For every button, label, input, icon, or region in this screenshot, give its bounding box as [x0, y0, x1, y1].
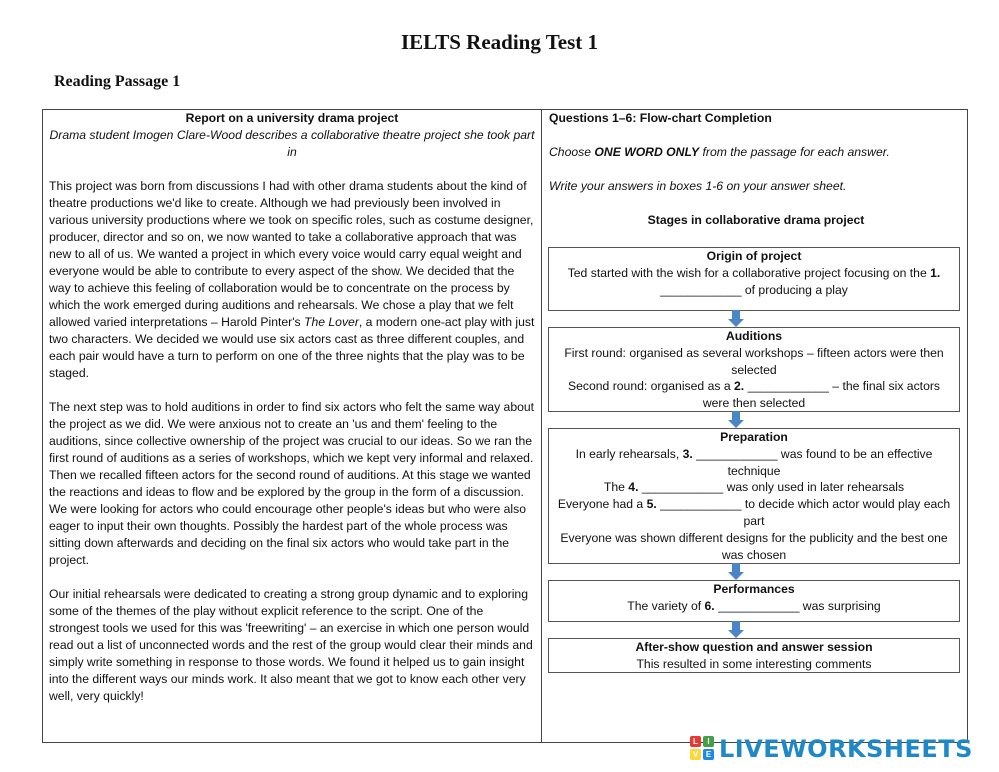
text: was only used in later rehearsals [723, 480, 905, 495]
text: The variety of [627, 598, 705, 613]
answer-blank-4[interactable]: ____________ [641, 480, 724, 495]
instruction-emphasis: ONE WORD ONLY [594, 145, 700, 159]
paragraph-text: This project was born from discussions I had with other drama students about the kind of theatre productions we'd like to create. Although we had previously been involved in various university productions where we took on specific roles, such as costume designer, producer, director and so on, we now wanted to take a collaborative approach that was new to all of us. We wanted a project in which every voice would carry equal weight and everyone would be able to contribute to every aspect of the show. We decided that the way to achieve this feeling of collaboration would be to concentrate on the process by which the work emerged during auditions and rehearsals. We chose a play that we felt allowed varied interpretations – Harold Pinter's [49, 179, 534, 329]
question-number-4: 4. [628, 480, 639, 495]
text: Ted started with the wish for a collaborative project focusing on the [567, 265, 931, 280]
question-number-6: 6. [704, 598, 715, 613]
stage-aftershow [548, 638, 960, 673]
stage-preparation [548, 428, 960, 564]
text: of producing a play [741, 282, 848, 297]
text: Second round: organised as a [567, 379, 734, 394]
flow-arrow-icon [728, 563, 744, 580]
stage-line: First round: organised as several workshops – fifteen actors were then selected [564, 345, 944, 377]
question-number-2: 2. [734, 379, 745, 394]
stage-auditions [548, 327, 960, 412]
question-number-1: 1. [930, 265, 941, 280]
page-title: IELTS Reading Test 1 [400, 30, 599, 54]
passage-label: Reading Passage 1 [54, 73, 181, 90]
paragraph-text: , a modern one-act play with just two characters. We decided we would use six actors cast as three different couples, and each pair would have a turn to perform on one of the three nights that the play was to be staged. [49, 315, 535, 380]
text: – the final six actors were then selected [702, 379, 940, 411]
instruction-text: Choose [549, 145, 595, 159]
questions-heading: Questions 1–6: Flow-chart Completion [549, 111, 772, 125]
stage-title: Performances [713, 582, 795, 596]
stage-line [555, 446, 953, 480]
instruction-1 [549, 144, 963, 161]
flowchart-title: Stages in collaborative drama project [647, 213, 865, 227]
stage-line [555, 598, 953, 615]
text: Everyone had a [557, 497, 647, 512]
stage-line: This resulted in some interesting comments [636, 656, 872, 671]
questions-column [549, 110, 963, 229]
stage-line: Everyone was shown different designs for the publicity and the best one was chosen [560, 530, 948, 562]
passage-heading: Report on a university drama project [185, 111, 399, 125]
text: to decide which actor would play each part [741, 497, 951, 528]
answer-blank-2[interactable]: ____________ [747, 379, 829, 394]
text: was found to be an effective technique [727, 446, 933, 478]
liveworksheets-logo [690, 734, 973, 764]
answer-blank-5[interactable]: ____________ [660, 497, 742, 512]
instruction-text: from the passage for each answer. [699, 145, 890, 159]
logo-letter: I [703, 736, 714, 747]
stage-title: Origin of project [706, 249, 802, 263]
question-number-3: 3. [682, 446, 693, 461]
stage-line [555, 496, 953, 530]
stage-title: Auditions [725, 329, 783, 343]
logo-letter: V [690, 749, 701, 760]
column-divider [541, 109, 542, 743]
flow-arrow-icon [728, 411, 744, 428]
stage-title: Preparation [720, 430, 788, 444]
passage-paragraph-2: The next step was to hold auditions in order to find six actors who felt the same way about the project as we did. We were anxious not to create an 'us and them' feeling to the auditions, since collective ownership of the project was crucial to our ideas. So we ran the first round of auditions as a series of workshops, which we kept very informal and relaxed. Then we recalled fifteen actors for the second round of auditions. At this stage we wanted the reactions and ideas to flow and be explored by the group in the form of a discussion. We were looking for actors who could encourage other people's ideas but who were also eager to input their own thoughts. Possibly the hardest part of the whole process was sitting down afterwards and deciding on the final six actors who would take part in the project. [49, 400, 535, 567]
text: was surprising [799, 598, 881, 613]
text: The [603, 480, 629, 495]
logo-text: LIVEWORKSHEETS [719, 735, 973, 763]
text: In early rehearsals, [575, 446, 683, 461]
play-title: The Lover [304, 315, 359, 329]
stage-line [555, 479, 953, 496]
answer-blank-1[interactable]: ____________ [660, 282, 742, 297]
passage-paragraph-3: Our initial rehearsals were dedicated to creating a strong group dynamic and to exploring some of the themes of the play without explicit reference to the script. One of the strongest tools we used for this was 'freewriting' – an exercise in which one person would read out a list of unconnected words and the rest of the group would clear their minds and simply write something in response to those words. We found it helped us to gain insight into the different ways our minds work. It also meant that we got to know each other very well, very quickly! [49, 587, 533, 703]
passage-paragraph-1 [49, 178, 535, 382]
logo-letter: L [690, 736, 701, 747]
stage-origin [548, 247, 960, 311]
stage-line [555, 378, 953, 412]
logo-letter: E [703, 749, 714, 760]
answer-blank-6[interactable]: ____________ [718, 598, 800, 613]
stage-performances [548, 580, 960, 622]
stage-title: After-show question and answer session [635, 640, 873, 654]
passage-intro: Drama student Imogen Clare-Wood describes a collaborative theatre project she took part in [49, 128, 535, 159]
stage-line [555, 265, 953, 299]
question-number-5: 5. [646, 497, 657, 512]
flow-arrow-icon [728, 310, 744, 327]
passage-column [49, 110, 535, 722]
instruction-2: Write your answers in boxes 1-6 on your answer sheet. [549, 179, 847, 193]
flow-arrow-icon [728, 621, 744, 638]
liveworksheets-logo-icon [690, 736, 716, 762]
answer-blank-3[interactable]: ____________ [696, 446, 778, 461]
